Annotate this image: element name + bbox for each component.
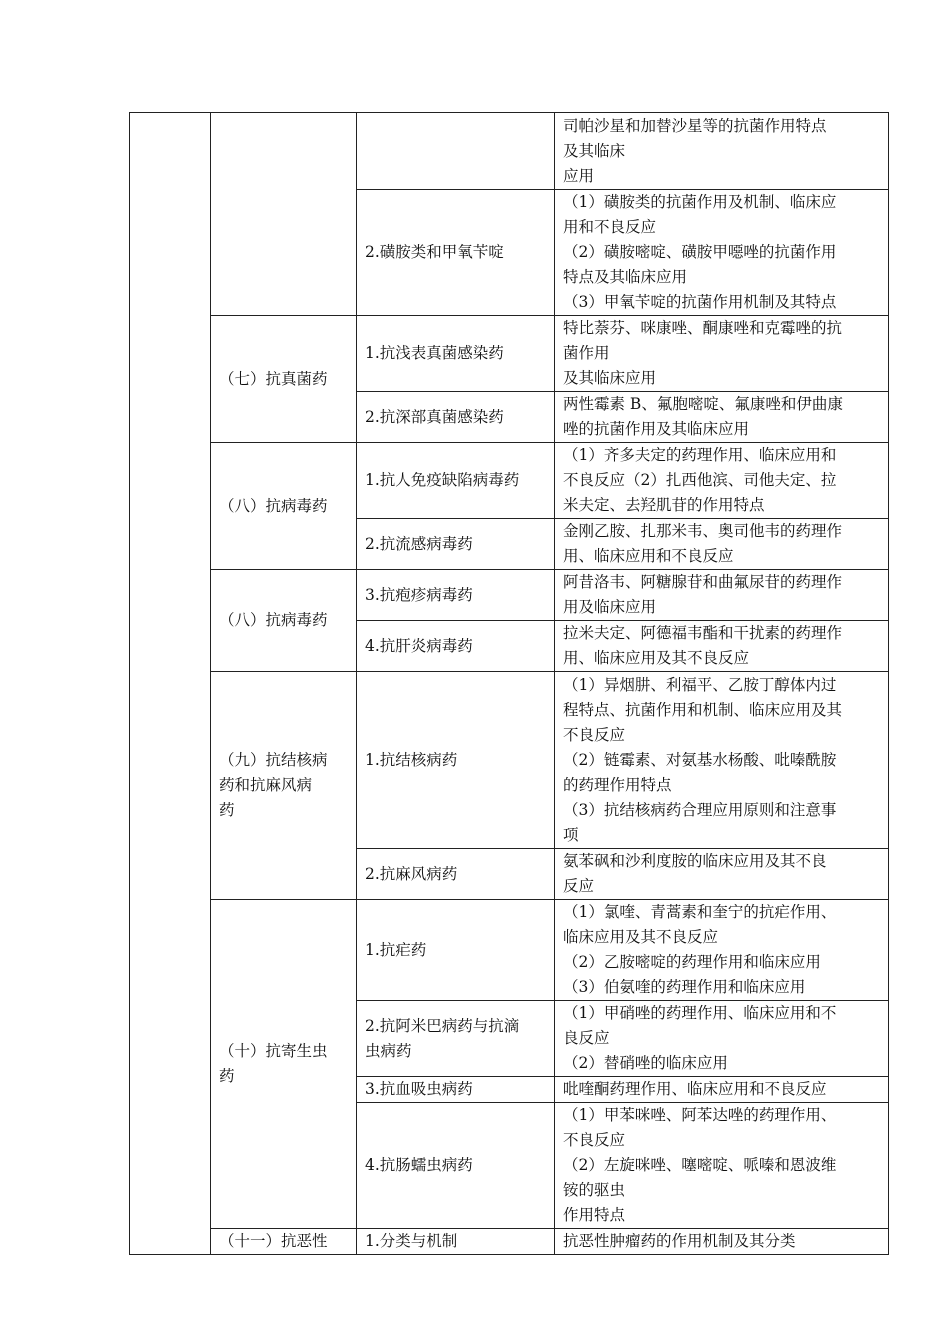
content-line: （1）齐多夫定的药理作用、临床应用和 bbox=[563, 446, 837, 464]
content-line: 司帕沙星和加替沙星等的抗菌作用特点 bbox=[563, 116, 827, 135]
section-line: 药 bbox=[219, 1067, 235, 1085]
item-cell bbox=[357, 113, 555, 190]
section-cell: （八）抗病毒药 bbox=[211, 570, 357, 672]
section-cell: （八）抗病毒药 bbox=[211, 443, 357, 570]
content-cell bbox=[555, 316, 889, 392]
item-cell: 2.磺胺类和甲氧苄啶 bbox=[357, 190, 555, 316]
content-line: 不良反应 bbox=[563, 1131, 626, 1149]
content-line: （2）磺胺嘧啶、磺胺甲噁唑的抗菌作用 bbox=[563, 243, 837, 261]
content-line: 用和不良反应 bbox=[563, 218, 657, 236]
section-cell: （十一）抗恶性 bbox=[211, 1229, 357, 1255]
item-cell: 1.抗人免疫缺陷病毒药 bbox=[357, 443, 555, 519]
content-line: （2）链霉素、对氨基水杨酸、吡嗪酰胺 bbox=[563, 750, 837, 769]
content-cell bbox=[555, 113, 889, 190]
item-cell: 1.抗疟药 bbox=[357, 900, 555, 1001]
content-cell bbox=[555, 849, 889, 900]
content-line: 不良反应 bbox=[563, 725, 626, 744]
content-line: 特比萘芬、咪康唑、酮康唑和克霉唑的抗 bbox=[563, 319, 843, 337]
content-line: 用及临床应用 bbox=[563, 598, 657, 616]
content-line: 拉米夫定、阿德福韦酯和干扰素的药理作 bbox=[563, 624, 843, 642]
content-line: （1）氯喹、青蒿素和奎宁的抗疟作用、 bbox=[563, 903, 837, 921]
section-line: （九）抗结核病 bbox=[219, 751, 328, 769]
content-line: （1）异烟肼、利福平、乙胺丁醇体内过 bbox=[563, 675, 837, 694]
content-line: 米夫定、去羟肌苷的作用特点 bbox=[563, 496, 765, 514]
item-cell: 3.抗疱疹病毒药 bbox=[357, 570, 555, 621]
content-line: 金刚乙胺、扎那米韦、奥司他韦的药理作 bbox=[563, 522, 843, 540]
section-line: 药和抗麻风病 bbox=[219, 776, 313, 794]
content-line: 菌作用 bbox=[563, 344, 610, 362]
item-cell: 1.抗浅表真菌感染药 bbox=[357, 316, 555, 392]
content-line: 氨苯砜和沙利度胺的临床应用及其不良 bbox=[563, 852, 827, 870]
section-cell bbox=[211, 672, 357, 900]
content-line: 临床应用及其不良反应 bbox=[563, 928, 719, 946]
content-line: 铵的驱虫 bbox=[563, 1181, 626, 1199]
content-line: 用、临床应用和不良反应 bbox=[563, 547, 734, 565]
content-line: 阿昔洛韦、阿糖腺苷和曲氟尿苷的药理作 bbox=[563, 573, 843, 591]
content-cell bbox=[555, 190, 889, 316]
syllabus-table bbox=[129, 112, 889, 1255]
content-line: 应用 bbox=[563, 166, 595, 185]
content-line: 项 bbox=[563, 825, 579, 844]
section-cell bbox=[211, 900, 357, 1229]
content-line: 及其临床应用 bbox=[563, 369, 657, 387]
table-row bbox=[130, 316, 889, 392]
content-cell bbox=[555, 1103, 889, 1229]
content-cell bbox=[555, 392, 889, 443]
content-cell bbox=[555, 1229, 889, 1255]
content-cell bbox=[555, 672, 889, 849]
table-row bbox=[130, 113, 889, 190]
item-cell: 1.抗结核病药 bbox=[357, 672, 555, 849]
content-line: 的药理作用特点 bbox=[563, 775, 672, 794]
item-cell: 4.抗肠蠕虫病药 bbox=[357, 1103, 555, 1229]
content-cell bbox=[555, 621, 889, 672]
content-cell bbox=[555, 900, 889, 1001]
content-line: 作用特点 bbox=[563, 1206, 626, 1224]
content-line: 及其临床 bbox=[563, 141, 626, 160]
section-cell: （七）抗真菌药 bbox=[211, 316, 357, 443]
item-cell: 2.抗麻风病药 bbox=[357, 849, 555, 900]
item-cell: 2.抗深部真菌感染药 bbox=[357, 392, 555, 443]
content-cell bbox=[555, 519, 889, 570]
content-line: （2）替硝唑的临床应用 bbox=[563, 1054, 728, 1072]
item-cell: 3.抗血吸虫病药 bbox=[357, 1077, 555, 1103]
content-line: （1）磺胺类的抗菌作用及机制、临床应 bbox=[563, 193, 837, 211]
table-row bbox=[130, 672, 889, 849]
table-row bbox=[130, 900, 889, 1001]
content-line: （3）甲氧苄啶的抗菌作用机制及其特点 bbox=[563, 293, 837, 311]
section-line: （十）抗寄生虫 bbox=[219, 1042, 328, 1060]
content-line: （1）甲苯咪唑、阿苯达唑的药理作用、 bbox=[563, 1106, 837, 1124]
content-line: （3）抗结核病药合理应用原则和注意事 bbox=[563, 800, 837, 819]
item-line: 虫病药 bbox=[365, 1041, 412, 1060]
content-line: 程特点、抗菌作用和机制、临床应用及其 bbox=[563, 700, 843, 719]
section-cell bbox=[211, 113, 357, 316]
content-line: （3）伯氨喹的药理作用和临床应用 bbox=[563, 978, 806, 996]
content-cell bbox=[555, 1001, 889, 1077]
content-line: 反应 bbox=[563, 877, 595, 895]
content-line: （2）左旋咪唑、噻嘧啶、哌嗪和恩波维 bbox=[563, 1156, 837, 1174]
item-cell: 2.抗流感病毒药 bbox=[357, 519, 555, 570]
table-row bbox=[130, 443, 889, 519]
content-line: 用、临床应用及其不良反应 bbox=[563, 649, 750, 667]
content-cell bbox=[555, 443, 889, 519]
content-line: 不良反应（2）扎西他滨、司他夫定、拉 bbox=[563, 471, 837, 489]
item-cell bbox=[357, 1001, 555, 1077]
unit-column-cell bbox=[130, 113, 211, 1255]
section-line: 药 bbox=[219, 801, 235, 819]
content-line: （2）乙胺嘧啶的药理作用和临床应用 bbox=[563, 953, 821, 971]
content-line: （1）甲硝唑的药理作用、临床应用和不 bbox=[563, 1004, 837, 1022]
table-row bbox=[130, 1229, 889, 1255]
content-cell bbox=[555, 1077, 889, 1103]
item-cell: 4.抗肝炎病毒药 bbox=[357, 621, 555, 672]
content-line: 吡喹酮药理作用、临床应用和不良反应 bbox=[563, 1080, 827, 1098]
content-line: 两性霉素 B、氟胞嘧啶、氟康唑和伊曲康 bbox=[563, 395, 843, 413]
item-line: 2.抗阿米巴病药与抗滴 bbox=[365, 1016, 520, 1035]
content-line: 唑的抗菌作用及其临床应用 bbox=[563, 420, 750, 438]
table-row bbox=[130, 570, 889, 621]
item-cell: 1.分类与机制 bbox=[357, 1229, 555, 1255]
content-line: 特点及其临床应用 bbox=[563, 268, 688, 286]
content-line: 良反应 bbox=[563, 1029, 610, 1047]
content-cell bbox=[555, 570, 889, 621]
content-line: 抗恶性肿瘤药的作用机制及其分类 bbox=[563, 1232, 796, 1250]
